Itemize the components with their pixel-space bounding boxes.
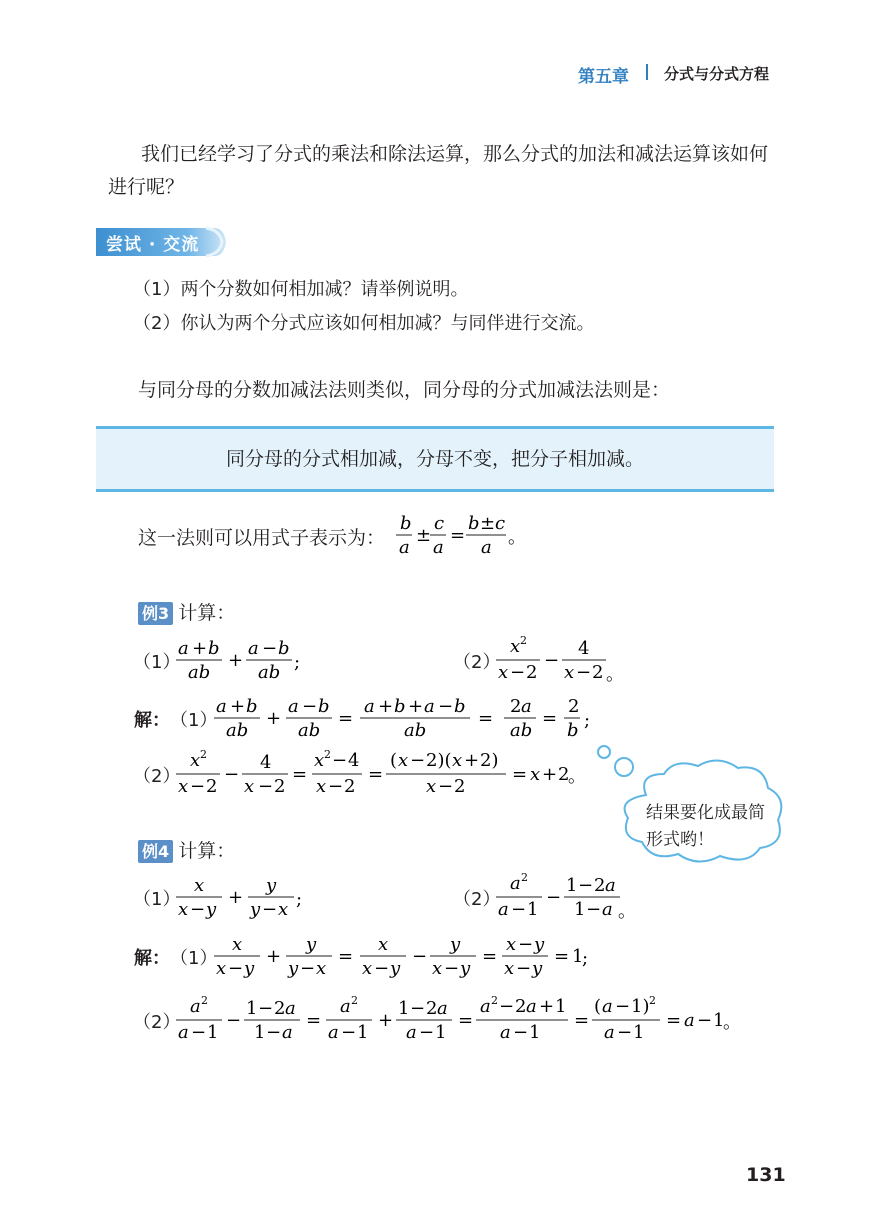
svg-text:c: c <box>495 513 506 534</box>
ex3-solution-2 <box>176 748 626 798</box>
svg-text:2: 2 <box>426 998 438 1019</box>
svg-text:+: + <box>230 696 246 717</box>
svg-text:1: 1 <box>246 998 258 1019</box>
ex3-problem-1 <box>176 634 316 684</box>
example-3-badge: 例3 <box>138 602 173 625</box>
svg-text:x: x <box>530 764 541 785</box>
svg-text:=: = <box>338 708 354 729</box>
svg-text:1: 1 <box>527 899 539 920</box>
ex3-part1-label: （1） <box>133 652 181 673</box>
ex3-solution-label: 解： <box>134 710 170 731</box>
svg-text:=: = <box>338 946 354 967</box>
svg-text:ab: ab <box>188 662 211 683</box>
svg-text:ab: ab <box>510 720 533 741</box>
ex4-part1-label: （1） <box>133 889 181 910</box>
svg-text:−: − <box>412 946 428 967</box>
svg-text:1: 1 <box>398 998 410 1019</box>
svg-text:2)(: 2)( <box>426 750 452 771</box>
svg-text:y: y <box>532 958 543 979</box>
ex3-problem-2 <box>496 634 636 684</box>
svg-text:2): 2) <box>480 750 499 771</box>
svg-text:a: a <box>498 899 509 920</box>
ex4-part2-label: （2） <box>453 889 501 910</box>
ex4-problem-2 <box>496 871 646 921</box>
svg-text:x: x <box>398 750 409 771</box>
svg-text:x: x <box>564 662 575 683</box>
svg-text:b: b <box>394 696 406 717</box>
svg-text:1: 1 <box>435 1022 447 1043</box>
svg-text:+: + <box>408 696 424 717</box>
svg-text:−: − <box>544 650 560 671</box>
svg-text:1: 1 <box>574 899 586 920</box>
svg-text:2: 2 <box>594 875 606 896</box>
svg-text:+: + <box>539 996 555 1017</box>
svg-text:−: − <box>697 1010 713 1031</box>
svg-text:=: = <box>482 946 498 967</box>
svg-text:=: = <box>450 525 466 546</box>
svg-text:a: a <box>178 638 189 659</box>
svg-text:−: − <box>516 958 532 979</box>
svg-text:−: − <box>617 1022 633 1043</box>
svg-text:+: + <box>266 946 282 967</box>
svg-text:2: 2 <box>324 748 331 761</box>
svg-text:2: 2 <box>515 996 527 1017</box>
svg-text:2: 2 <box>351 994 358 1007</box>
svg-text:a: a <box>684 1010 695 1031</box>
svg-text:2: 2 <box>649 994 656 1007</box>
svg-text:x: x <box>278 899 289 920</box>
svg-text:x: x <box>178 899 189 920</box>
svg-text:a: a <box>364 696 375 717</box>
svg-text:。: 。 <box>568 766 586 787</box>
svg-text:;: ; <box>582 948 589 969</box>
svg-text:−: − <box>546 887 562 908</box>
svg-text:=: = <box>542 708 558 729</box>
svg-text:(: ( <box>594 996 602 1017</box>
svg-text:2: 2 <box>568 696 580 717</box>
svg-text:b: b <box>567 720 579 741</box>
svg-text:y: y <box>206 899 217 920</box>
svg-text:a: a <box>602 899 613 920</box>
example-3-title: 计算： <box>178 602 236 624</box>
svg-text:a: a <box>424 696 435 717</box>
ex4-solution-2 <box>176 994 766 1044</box>
svg-text:x: x <box>314 750 325 771</box>
svg-text:1: 1 <box>357 1022 369 1043</box>
svg-text:。: 。 <box>508 527 526 548</box>
ex4-sol2-label: （2） <box>133 1012 181 1033</box>
analogy-paragraph: 与同分母的分数加减法法则类似，同分母的分式加减法法则是： <box>138 379 671 401</box>
svg-text:x: x <box>194 875 205 896</box>
svg-text:=: = <box>574 1010 590 1031</box>
svg-text:a: a <box>500 1022 511 1043</box>
svg-text:−: − <box>190 899 206 920</box>
svg-text:a: a <box>480 996 491 1017</box>
ex3-sol2-label: （2） <box>133 766 181 787</box>
ex4-solution-label: 解： <box>134 948 170 969</box>
svg-text:2: 2 <box>206 776 218 797</box>
svg-text:a: a <box>433 537 444 558</box>
svg-text:y: y <box>266 875 277 896</box>
question-2: （2）你认为两个分式应该如何相加减？与同伴进行交流。 <box>133 313 595 334</box>
svg-text:−: − <box>410 998 426 1019</box>
svg-text:x: x <box>426 776 437 797</box>
svg-text:1: 1 <box>713 1010 725 1031</box>
question-1: （1）两个分数如何相加减？请举例说明。 <box>133 279 469 300</box>
svg-text:y: y <box>288 958 299 979</box>
svg-text:−: − <box>615 996 631 1017</box>
svg-text:±: ± <box>416 525 432 546</box>
svg-text:x: x <box>232 934 243 955</box>
svg-text:=: = <box>306 1010 322 1031</box>
svg-text:a: a <box>602 996 613 1017</box>
svg-text:+: + <box>228 887 244 908</box>
svg-text:−: − <box>341 1022 357 1043</box>
svg-text:−: − <box>513 1022 529 1043</box>
example-3-header <box>138 598 235 625</box>
svg-text:。: 。 <box>723 1012 741 1033</box>
svg-text:y: y <box>306 934 317 955</box>
svg-text:y: y <box>244 958 255 979</box>
svg-text:x: x <box>506 934 517 955</box>
svg-text:y: y <box>450 934 461 955</box>
ex4-sol1-label: （1） <box>170 948 218 969</box>
svg-text:b: b <box>246 696 258 717</box>
svg-text:2: 2 <box>520 634 527 647</box>
svg-text:y: y <box>460 958 471 979</box>
svg-text:a: a <box>481 537 492 558</box>
svg-text:;: ; <box>584 710 591 731</box>
intro-paragraph: 我们已经学习了分式的乘法和除法运算，那么分式的加法和减法运算该如何进行呢？ <box>108 143 769 198</box>
svg-text:x: x <box>498 662 509 683</box>
svg-text:;: ; <box>294 652 301 673</box>
svg-text:a: a <box>248 638 259 659</box>
ex3-sol1-label: （1） <box>170 710 218 731</box>
svg-text:;: ; <box>296 889 303 910</box>
svg-text:a: a <box>605 875 616 896</box>
svg-text:ab: ab <box>404 720 427 741</box>
svg-text:。: 。 <box>618 901 636 922</box>
svg-text:1: 1 <box>555 996 567 1017</box>
svg-text:ab: ab <box>298 720 321 741</box>
svg-text:+: + <box>464 750 480 771</box>
svg-text:a: a <box>437 998 448 1019</box>
ex3-solution-1 <box>214 692 614 742</box>
svg-text:x: x <box>510 636 521 657</box>
svg-text:x: x <box>504 958 515 979</box>
svg-text:2: 2 <box>558 764 570 785</box>
svg-text:−: − <box>410 750 426 771</box>
svg-text:a: a <box>288 696 299 717</box>
svg-text:−: − <box>374 958 390 979</box>
svg-text:a: a <box>604 1022 615 1043</box>
svg-text:1): 1) <box>631 996 650 1017</box>
svg-text:a: a <box>526 996 537 1017</box>
svg-text:b: b <box>278 638 290 659</box>
svg-text:ab: ab <box>258 662 281 683</box>
svg-text:a: a <box>178 1022 189 1043</box>
svg-text:−: − <box>228 958 244 979</box>
svg-text:=: = <box>554 946 570 967</box>
svg-text:c: c <box>434 513 445 534</box>
svg-text:4: 4 <box>578 638 590 659</box>
example-4-header <box>138 836 235 863</box>
svg-text:a: a <box>190 996 201 1017</box>
svg-text:−: − <box>419 1022 435 1043</box>
svg-text:2: 2 <box>274 776 286 797</box>
svg-text:1: 1 <box>254 1022 266 1043</box>
svg-text:a: a <box>282 1022 293 1043</box>
svg-text:a: a <box>406 1022 417 1043</box>
svg-text:x: x <box>362 958 373 979</box>
ex3-part2-label: （2） <box>453 652 501 673</box>
svg-text:−: − <box>258 998 274 1019</box>
svg-text:−: − <box>224 764 240 785</box>
svg-text:−: − <box>499 996 515 1017</box>
svg-text:y: y <box>250 899 261 920</box>
svg-text:−: − <box>444 958 460 979</box>
svg-text:+: + <box>192 638 208 659</box>
svg-text:b: b <box>208 638 220 659</box>
svg-text:−: − <box>438 696 454 717</box>
svg-text:+: + <box>378 1010 394 1031</box>
svg-text:2: 2 <box>200 748 207 761</box>
svg-text:b: b <box>318 696 330 717</box>
svg-text:a: a <box>510 873 521 894</box>
svg-text:y: y <box>534 934 545 955</box>
svg-text:a: a <box>340 996 351 1017</box>
svg-text:=: = <box>666 1010 682 1031</box>
svg-text:x: x <box>216 958 227 979</box>
svg-text:+: + <box>228 650 244 671</box>
svg-text:。: 。 <box>606 664 624 685</box>
svg-text:1: 1 <box>529 1022 541 1043</box>
rule-formula <box>396 512 546 560</box>
svg-text:=: = <box>512 764 528 785</box>
ex4-problem-1 <box>176 871 316 921</box>
svg-text:b: b <box>400 513 412 534</box>
svg-text:a: a <box>216 696 227 717</box>
svg-text:+: + <box>378 696 394 717</box>
svg-text:x: x <box>452 750 463 771</box>
svg-text:−: − <box>511 899 527 920</box>
svg-text:−: − <box>262 638 278 659</box>
svg-text:−: − <box>262 899 278 920</box>
svg-text:(: ( <box>390 750 398 771</box>
svg-text:a: a <box>328 1022 339 1043</box>
svg-text:x: x <box>178 776 189 797</box>
example-4-title: 计算： <box>178 840 236 862</box>
svg-text:−: − <box>576 662 592 683</box>
svg-text:ab: ab <box>226 720 249 741</box>
cloud-hint: 结果要化成最简形式哟！ <box>646 803 765 850</box>
svg-text:−: − <box>300 958 316 979</box>
svg-text:−: − <box>586 899 602 920</box>
svg-text:−: − <box>328 776 344 797</box>
svg-text:a: a <box>399 537 410 558</box>
ex4-solution-1 <box>214 930 634 980</box>
svg-text:b: b <box>468 513 480 534</box>
svg-text:1: 1 <box>633 1022 645 1043</box>
example-4-badge: 例4 <box>138 840 173 863</box>
svg-text:±: ± <box>480 513 496 534</box>
svg-text:−: − <box>266 1022 282 1043</box>
page-number: 131 <box>746 1164 786 1186</box>
svg-text:2: 2 <box>521 871 528 884</box>
svg-text:−: − <box>226 1010 242 1031</box>
svg-text:2: 2 <box>344 776 356 797</box>
svg-text:x: x <box>432 958 443 979</box>
svg-text:−: − <box>332 750 348 771</box>
rule-text: 同分母的分式相加减，分母不变，把分子相加减。 <box>225 448 644 470</box>
chapter-title: 分式与分式方程 <box>664 65 770 83</box>
svg-text:2: 2 <box>510 696 522 717</box>
chapter-label: 第五章 <box>578 67 629 87</box>
formula-intro: 这一法则可以用式子表示为： <box>138 527 386 549</box>
svg-text:a: a <box>521 696 532 717</box>
svg-text:−: − <box>190 776 206 797</box>
svg-text:2: 2 <box>592 662 604 683</box>
svg-text:2: 2 <box>201 994 208 1007</box>
svg-text:−: − <box>191 1022 207 1043</box>
svg-text:−: − <box>302 696 318 717</box>
svg-text:2: 2 <box>491 994 498 1007</box>
svg-text:2: 2 <box>454 776 466 797</box>
svg-text:b: b <box>454 696 466 717</box>
svg-text:1: 1 <box>572 946 584 967</box>
svg-text:a: a <box>285 998 296 1019</box>
svg-text:x: x <box>316 776 327 797</box>
svg-text:+: + <box>542 764 558 785</box>
svg-text:−: − <box>518 934 534 955</box>
svg-text:x: x <box>378 934 389 955</box>
svg-text:=: = <box>458 1010 474 1031</box>
svg-text:−: − <box>578 875 594 896</box>
svg-text:+: + <box>266 708 282 729</box>
header-divider <box>646 64 648 80</box>
svg-text:−: − <box>510 662 526 683</box>
svg-text:x: x <box>244 776 255 797</box>
svg-text:=: = <box>292 764 308 785</box>
svg-text:1: 1 <box>566 875 578 896</box>
svg-text:2: 2 <box>526 662 538 683</box>
svg-text:x: x <box>316 958 327 979</box>
svg-text:x: x <box>190 750 201 771</box>
svg-text:4: 4 <box>260 752 272 773</box>
svg-text:−: − <box>438 776 454 797</box>
try-discuss-label: 尝试 · 交流 <box>106 235 200 255</box>
svg-text:y: y <box>390 958 401 979</box>
svg-text:2: 2 <box>274 998 286 1019</box>
svg-text:=: = <box>368 764 384 785</box>
svg-text:1: 1 <box>207 1022 219 1043</box>
svg-text:4: 4 <box>348 750 360 771</box>
svg-text:=: = <box>478 708 494 729</box>
svg-text:−: − <box>258 776 274 797</box>
